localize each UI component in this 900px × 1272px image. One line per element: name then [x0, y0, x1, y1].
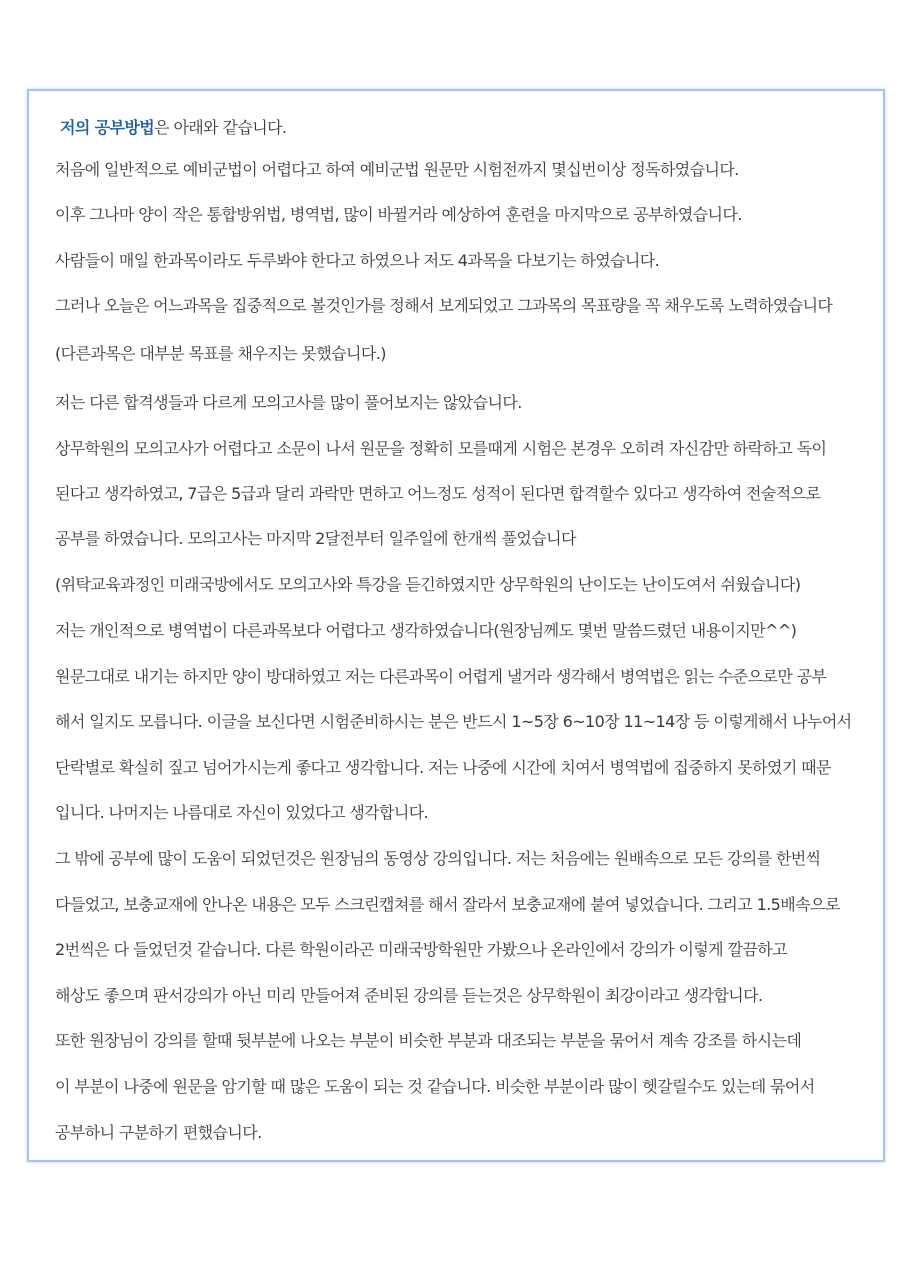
paragraph-line: 단락별로 확실히 짚고 넘어가시는게 좋다고 생각합니다. 저는 나중에 시간에 치여서 병역법에 집중하지 못하였기 때문	[55, 758, 831, 777]
document-title	[60, 118, 286, 138]
paragraph-line: 처음에 일반적으로 예비군법이 어렵다고 하여 예비군법 원문만 시험전까지 몇십번이상 정독하였습니다.	[55, 160, 739, 179]
title-accent: 저의 공부방법	[60, 118, 155, 137]
paragraph-line: (위탁교육과정인 미래국방에서도 모의고사와 특강을 듣긴하였지만 상무학원의 난이도는 난이도여서 쉬웠습니다)	[55, 575, 801, 594]
paragraph-line: 해서 일지도 모릅니다. 이글을 보신다면 시험준비하시는 분은 반드시 1~5장 6~10장 11~14장 등 이렇게해서 나누어서	[55, 712, 852, 731]
paragraph-line: 공부하니 구분하기 편했습니다.	[55, 1123, 262, 1142]
paragraph-line: 저는 개인적으로 병역법이 다른과목보다 어렵다고 생각하였습니다(원장님께도 몇번 말씀드렸던 내용이지만^^)	[55, 621, 797, 640]
paragraph-line: 저는 다른 합격생들과 다르게 모의고사를 많이 풀어보지는 않았습니다.	[55, 393, 522, 412]
paragraph-line: 이후 그나마 양이 작은 통합방위법, 병역법, 많이 바뀔거라 예상하여 훈련을 마지막으로 공부하였습니다.	[55, 205, 742, 224]
paragraph-line: 그 밖에 공부에 많이 도움이 되었던것은 원장님의 동영상 강의입니다. 저는 처음에는 원배속으로 모든 강의를 한번씩	[55, 849, 821, 868]
paragraph-line: 사람들이 매일 한과목이라도 두루봐야 한다고 하였으나 저도 4과목을 다보기는 하였습니다.	[55, 251, 660, 270]
title-rest: 은 아래와 같습니다.	[154, 118, 287, 137]
paragraph-line: 된다고 생각하였고, 7급은 5급과 달리 과락만 면하고 어느정도 성적이 된다면 합격할수 있다고 생각하여 전술적으로	[55, 484, 821, 503]
paragraph-line: 원문그대로 내기는 하지만 양이 방대하였고 저는 다른과목이 어렵게 낼거라 생각해서 병역법은 읽는 수준으로만 공부	[55, 667, 827, 686]
paragraph-line: 그러나 오늘은 어느과목을 집중적으로 볼것인가를 정해서 보게되었고 그과목의 목표량을 꼭 채우도록 노력하였습니다	[55, 296, 833, 315]
paragraph-line: 공부를 하였습니다. 모의고사는 마지막 2달전부터 일주일에 한개씩 풀었습니다	[55, 529, 576, 548]
paragraph-line: 또한 원장님이 강의를 할때 뒷부분에 나오는 부분이 비슷한 부분과 대조되는 부분을 묶어서 계속 강조를 하시는데	[55, 1031, 802, 1050]
paragraph-line: 2번씩은 다 들었던것 같습니다. 다른 학원이라곤 미래국방학원만 가봤으나 온라인에서 강의가 이렇게 깔끔하고	[55, 940, 787, 959]
paragraph-line: 다들었고, 보충교재에 안나온 내용은 모두 스크린캡쳐를 해서 잘라서 보충교재에 붙여 넣었습니다. 그리고 1.5배속으로	[55, 895, 840, 914]
paragraph-line: 이 부분이 나중에 원문을 암기할 때 많은 도움이 되는 것 같습니다. 비슷한 부분이라 많이 헷갈릴수도 있는데 묶어서	[55, 1077, 815, 1096]
paragraph-line: 입니다. 나머지는 나름대로 자신이 있었다고 생각합니다.	[55, 803, 429, 822]
paragraph-line: 해상도 좋으며 판서강의가 아닌 미리 만들어져 준비된 강의를 듣는것은 상무학원이 최강이라고 생각합니다.	[55, 986, 763, 1005]
paragraph-line: 상무학원의 모의고사가 어렵다고 소문이 나서 원문을 정확히 모를때게 시험은 본경우 오히려 자신감만 하락하고 독이	[55, 439, 827, 458]
paragraph-line: (다른과목은 대부분 목표를 채우지는 못했습니다.)	[55, 344, 386, 363]
